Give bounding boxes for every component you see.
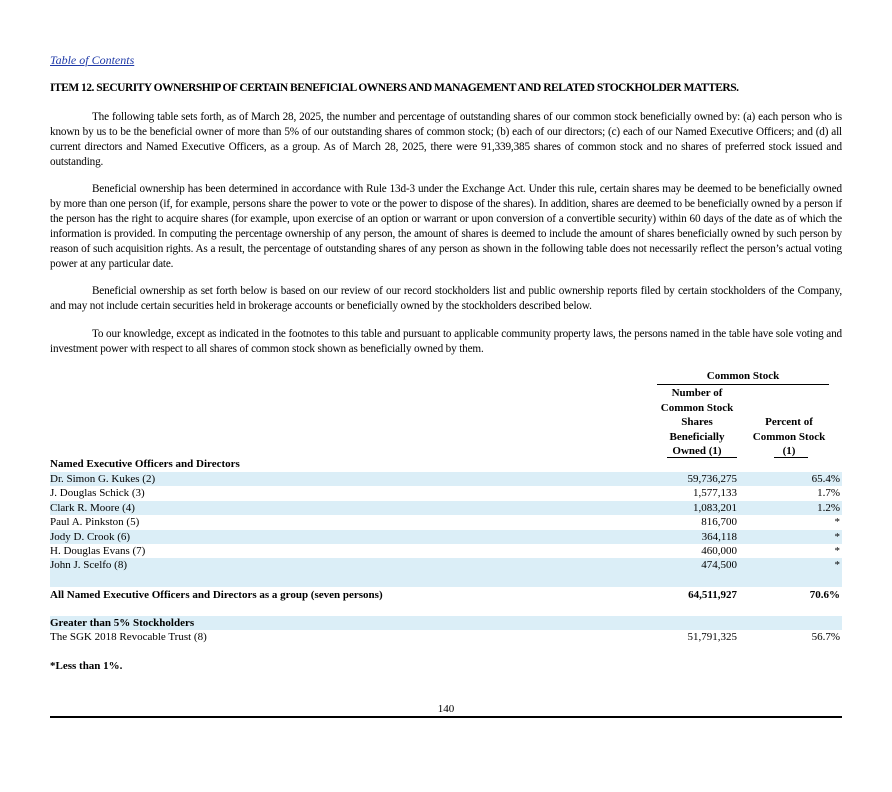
table-row <box>50 630 842 644</box>
section-label-stockholders: Greater than 5% Stockholders <box>50 617 195 629</box>
table-row <box>50 530 842 544</box>
shares-value: 460,000 <box>701 545 737 557</box>
shares-value: 364,118 <box>701 530 737 543</box>
shares-header-line: Owned (1) <box>672 445 722 457</box>
percent-column-header <box>748 415 830 459</box>
group-total-row <box>50 588 842 602</box>
table-of-contents-link[interactable]: Table of Contents <box>50 53 135 67</box>
holder-name: H. Douglas Evans (7) <box>50 545 146 557</box>
page-number: 140 <box>437 703 455 715</box>
holder-name: Jody D. Crook (6) <box>50 530 131 543</box>
footnote: *Less than 1%. <box>50 660 123 672</box>
shares-header-line: Beneficially <box>669 430 725 443</box>
shares-value: 51,791,325 <box>687 631 737 644</box>
table-spacer-row <box>50 573 842 587</box>
percent-header-line: (1) <box>782 445 796 457</box>
common-stock-rule <box>657 384 829 385</box>
table-row <box>50 486 842 500</box>
paragraph-1: The following table sets forth, as of March 28, 2025, the number and percentage of outstanding shares of our common stock beneficially owned by: (a) each person who is known by us to be the beneficial owner of more than 5% of our outstanding shares of common stock; (b) each of our directors; (c) each of our Named Executive Officers; and (d) all current directors and Named Executive Officers, as a group. As of March 28, 2025, there were 91,339,385 shares of common stock and no shares of preferred stock issued and outstanding. <box>50 111 842 168</box>
shares-value: 59,736,275 <box>687 473 737 485</box>
shares-value: 474,500 <box>701 559 737 572</box>
table-row <box>50 515 842 529</box>
shares-header-underline <box>667 457 737 458</box>
holder-name: Dr. Simon G. Kukes (2) <box>50 473 156 485</box>
percent-value: 56.7% <box>811 631 840 644</box>
shares-value: 1,577,133 <box>693 487 737 500</box>
shares-value: 1,083,201 <box>693 501 737 514</box>
percent-value: * <box>834 559 840 572</box>
percent-value: 1.2% <box>817 501 840 514</box>
table-row <box>50 501 842 515</box>
holder-name: John J. Scelfo (8) <box>50 559 127 572</box>
percent-value: 65.4% <box>811 473 840 485</box>
item-title: ITEM 12. SECURITY OWNERSHIP OF CERTAIN BENEFICIAL OWNERS AND MANAGEMENT AND RELATED STOCKHOLDER MATTERS. <box>50 82 739 94</box>
section-label-officers: Named Executive Officers and Directors <box>50 458 240 470</box>
page-bottom-rule <box>50 716 842 718</box>
table-row <box>50 544 842 558</box>
holder-name: Clark R. Moore (4) <box>50 501 135 514</box>
percent-header-line: Percent of <box>765 416 813 428</box>
section-label-row <box>50 616 842 630</box>
percent-value: 1.7% <box>817 487 840 500</box>
holder-name: The SGK 2018 Revocable Trust (8) <box>50 631 207 644</box>
percent-header-line: Common Stock <box>752 430 826 443</box>
table-row <box>50 558 842 572</box>
paragraph-3: Beneficial ownership as set forth below is based on our review of our record stockholders list and public ownership reports filed by certain stockholders of the Company, and may not include certain securities held in brokerage accounts or beneficially owned by the stockholders described below. <box>50 285 842 312</box>
shares-header-line: Common Stock <box>660 401 734 414</box>
shares-value: 816,700 <box>701 516 737 529</box>
shares-column-header <box>657 386 737 459</box>
paragraph-2: Beneficial ownership has been determined in accordance with Rule 13d-3 under the Exchange Act. Under this rule, certain shares may be deemed to be beneficially owned by more than one person (if, for example, persons share the power to vote or the power to dispose of the shares). In addition, shares are deemed to be beneficially owned by a person if the person has the right to acquire shares (for example, upon exercise of an option or warrant or upon conversion of a convertible security) within 60 days of the date as of which the information is provided. In computing the percentage ownership of any person, the amount of shares is deemed to include the amount of shares beneficially owned by such person by reason of such acquisition rights. As a result, the percentage of outstanding shares of any person as shown in the following table does not necessarily reflect the person’s actual voting power at any particular date. <box>50 183 842 270</box>
paragraph-4: To our knowledge, except as indicated in the footnotes to this table and pursuant to applicable community property laws, the persons named in the table have sole voting and investment power with respect to all shares of common stock shown as beneficially owned by them. <box>50 328 842 355</box>
percent-value: * <box>834 530 840 543</box>
group-total-name: All Named Executive Officers and Directors as a group (seven persons) <box>50 589 383 601</box>
group-total-percent: 70.6% <box>809 589 840 601</box>
table-row <box>50 472 842 486</box>
percent-value: * <box>834 516 840 529</box>
common-stock-header: Common Stock <box>706 370 780 382</box>
holder-name: J. Douglas Schick (3) <box>50 487 145 500</box>
shares-header-line: Shares <box>681 416 713 428</box>
percent-value: * <box>834 545 840 557</box>
percent-header-underline <box>774 457 808 458</box>
holder-name: Paul A. Pinkston (5) <box>50 516 140 529</box>
group-total-shares: 64,511,927 <box>688 589 737 601</box>
shares-header-line: Number of <box>671 387 723 399</box>
